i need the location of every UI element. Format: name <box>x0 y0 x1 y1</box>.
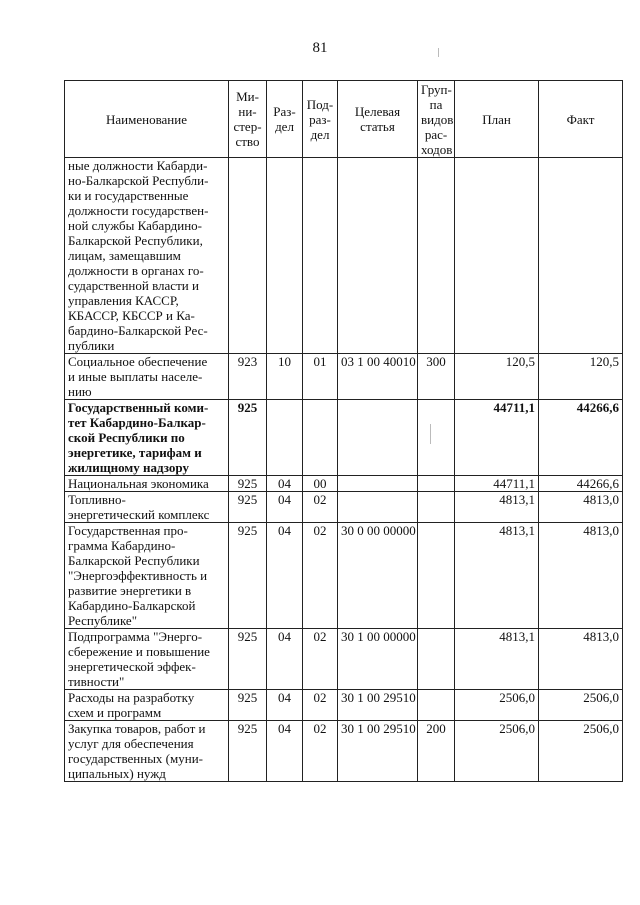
row-fact: 4813,0 <box>539 629 623 690</box>
row-subsection: 02 <box>303 721 338 782</box>
row-plan: 44711,1 <box>455 400 539 476</box>
table-row <box>65 400 623 476</box>
row-fact: 120,5 <box>539 354 623 400</box>
row-target: 30 1 00 29510 <box>338 721 418 782</box>
header-plan: План <box>455 81 539 158</box>
row-group <box>418 690 455 721</box>
row-section: 04 <box>267 629 303 690</box>
table-row <box>65 523 623 629</box>
row-subsection <box>303 158 338 354</box>
header-section: Раз- дел <box>267 81 303 158</box>
row-name: Подпрограмма "Энерго- сбережение и повышение энергетической эффек- тивности" <box>65 629 229 690</box>
row-target: 30 1 00 29510 <box>338 690 418 721</box>
row-subsection: 02 <box>303 629 338 690</box>
row-subsection <box>303 400 338 476</box>
header-subsection: Под- раз- дел <box>303 81 338 158</box>
row-group <box>418 523 455 629</box>
row-target <box>338 158 418 354</box>
row-section: 04 <box>267 690 303 721</box>
table-row <box>65 690 623 721</box>
row-fact: 2506,0 <box>539 690 623 721</box>
row-group <box>418 400 455 476</box>
row-section: 04 <box>267 476 303 492</box>
row-fact: 2506,0 <box>539 721 623 782</box>
row-ministry: 923 <box>229 354 267 400</box>
row-plan: 2506,0 <box>455 690 539 721</box>
row-section: 04 <box>267 523 303 629</box>
row-target <box>338 476 418 492</box>
row-name: Государственный коми- тет Кабардино-Балкар- ской Республики по энергетике, тарифам и жилищному надзору <box>65 400 229 476</box>
row-plan: 4813,1 <box>455 523 539 629</box>
row-group <box>418 492 455 523</box>
row-ministry: 925 <box>229 690 267 721</box>
row-ministry: 925 <box>229 629 267 690</box>
row-group <box>418 629 455 690</box>
row-group: 200 <box>418 721 455 782</box>
row-target <box>338 400 418 476</box>
header-name: Наименование <box>65 81 229 158</box>
row-subsection: 02 <box>303 523 338 629</box>
table-row <box>65 158 623 354</box>
row-subsection: 00 <box>303 476 338 492</box>
row-name: Расходы на разработку схем и программ <box>65 690 229 721</box>
row-target: 30 1 00 00000 <box>338 629 418 690</box>
header-ministry: Ми- ни- стер- ство <box>229 81 267 158</box>
row-group: 300 <box>418 354 455 400</box>
table-row <box>65 492 623 523</box>
row-name: Государственная про- грамма Кабардино- Балкарской Республики "Энергоэффективность и развитие энергетики в Кабардино-Балкарской Республике" <box>65 523 229 629</box>
header-fact: Факт <box>539 81 623 158</box>
row-section <box>267 158 303 354</box>
row-name: ные должности Кабарди- но-Балкарской Республи- ки и государственные должности государствен- ной службы Кабардино- Балкарской Республики, лицам, замещавшим должности в органах го- сударственной власти и управления КАССР, КБАССР, КБССР и Ка- бардино-Балкарской Рес- публики <box>65 158 229 354</box>
row-ministry: 925 <box>229 492 267 523</box>
row-plan: 4813,1 <box>455 629 539 690</box>
row-plan: 120,5 <box>455 354 539 400</box>
row-group <box>418 476 455 492</box>
row-plan: 2506,0 <box>455 721 539 782</box>
row-name: Закупка товаров, работ и услуг для обеспечения государственных (муни- ципальных) нужд <box>65 721 229 782</box>
row-group <box>418 158 455 354</box>
row-section: 10 <box>267 354 303 400</box>
header-group: Груп- па видов рас- ходов <box>418 81 455 158</box>
scan-mark <box>438 48 439 57</box>
header-target: Целевая статья <box>338 81 418 158</box>
row-fact: 4813,0 <box>539 492 623 523</box>
row-fact: 44266,6 <box>539 400 623 476</box>
table-row <box>65 476 623 492</box>
row-target: 30 0 00 00000 <box>338 523 418 629</box>
row-name: Национальная экономика <box>65 476 229 492</box>
row-ministry <box>229 158 267 354</box>
row-subsection: 01 <box>303 354 338 400</box>
row-plan <box>455 158 539 354</box>
row-subsection: 02 <box>303 690 338 721</box>
row-fact: 4813,0 <box>539 523 623 629</box>
table-header-row <box>65 81 623 158</box>
table-row <box>65 354 623 400</box>
row-name: Социальное обеспечение и иные выплаты населе- нию <box>65 354 229 400</box>
row-name: Топливно- энергетический комплекс <box>65 492 229 523</box>
row-target: 03 1 00 40010 <box>338 354 418 400</box>
row-section: 04 <box>267 492 303 523</box>
row-plan: 4813,1 <box>455 492 539 523</box>
row-plan: 44711,1 <box>455 476 539 492</box>
row-target <box>338 492 418 523</box>
budget-table <box>64 80 623 782</box>
row-ministry: 925 <box>229 523 267 629</box>
row-fact: 44266,6 <box>539 476 623 492</box>
row-fact <box>539 158 623 354</box>
table-row <box>65 721 623 782</box>
row-section <box>267 400 303 476</box>
row-ministry: 925 <box>229 476 267 492</box>
row-ministry: 925 <box>229 400 267 476</box>
page-number: 81 <box>312 40 328 56</box>
row-subsection: 02 <box>303 492 338 523</box>
row-section: 04 <box>267 721 303 782</box>
row-ministry: 925 <box>229 721 267 782</box>
table-row <box>65 629 623 690</box>
